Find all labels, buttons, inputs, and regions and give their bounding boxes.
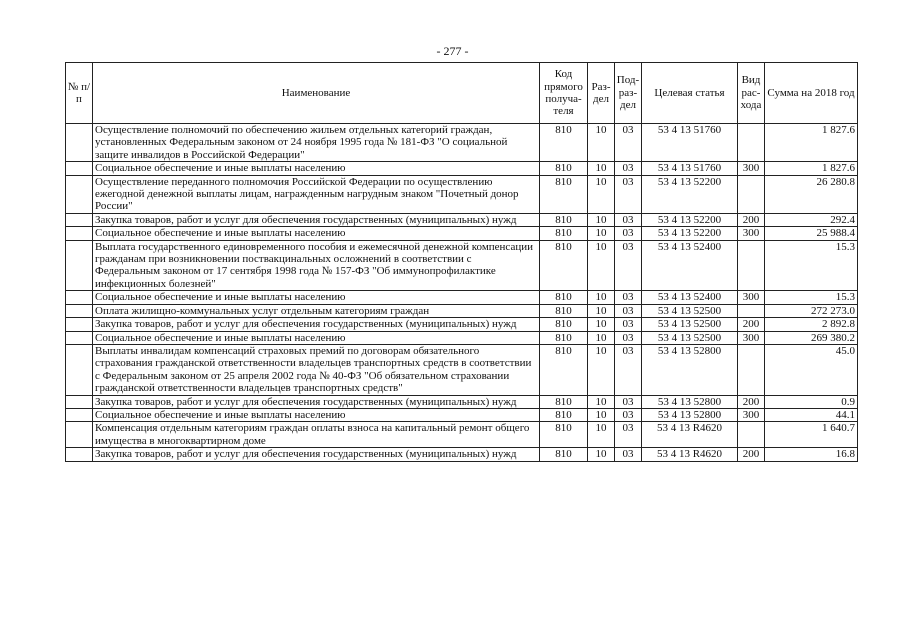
cell-name: Выплаты инвалидам компенсаций страховых премий по договорам обязательного страхования гражданской ответственности владельцев транспортных средств в соответствии с Федеральным законом от 25 апреля 2002 года № 40-ФЗ "Об обязательном страховании гражданской ответственности владельцев транспортных средств" bbox=[93, 344, 540, 395]
cell-num bbox=[66, 175, 93, 213]
cell-name: Выплата государственного единовременного пособия и ежемесячной денежной компенсации гражданам при возникновении поствакцинальных осложнений в соответствии с Федеральным законом от 17 сентября 1998 года № 157-ФЗ "Об иммунопрофилактике инфекционных болезней" bbox=[93, 240, 540, 291]
cell-name: Компенсация отдельным категориям граждан оплаты взноса на капитальный ремонт общего имущества в многоквартирном доме bbox=[93, 422, 540, 448]
cell-name: Закупка товаров, работ и услуг для обеспечения государственных (муниципальных) нужд bbox=[93, 213, 540, 226]
cell-name: Осуществление полномочий по обеспечению жильем отдельных категорий граждан, установленных Федеральным законом от 24 ноября 1995 года № 181-ФЗ "О социальной защите инвалидов в Российской Федерации" bbox=[93, 124, 540, 162]
cell-subsection: 03 bbox=[615, 227, 642, 240]
cell-sum: 1 827.6 bbox=[765, 162, 858, 175]
cell-expense bbox=[738, 124, 765, 162]
cell-num bbox=[66, 448, 93, 461]
cell-expense: 300 bbox=[738, 227, 765, 240]
cell-subsection: 03 bbox=[615, 291, 642, 304]
cell-sum: 15.3 bbox=[765, 291, 858, 304]
table-row bbox=[66, 331, 858, 344]
cell-target: 53 4 13 52800 bbox=[642, 395, 738, 408]
cell-sum: 292.4 bbox=[765, 213, 858, 226]
cell-sum: 16.8 bbox=[765, 448, 858, 461]
cell-sum: 45.0 bbox=[765, 344, 858, 395]
cell-section: 10 bbox=[588, 124, 615, 162]
cell-name: Закупка товаров, работ и услуг для обеспечения государственных (муниципальных) нужд bbox=[93, 318, 540, 331]
table-row bbox=[66, 124, 858, 162]
cell-target: 53 4 13 51760 bbox=[642, 162, 738, 175]
cell-sum: 26 280.8 bbox=[765, 175, 858, 213]
cell-section: 10 bbox=[588, 240, 615, 291]
table-row bbox=[66, 408, 858, 421]
cell-code: 810 bbox=[540, 331, 588, 344]
cell-section: 10 bbox=[588, 318, 615, 331]
cell-target: 53 4 13 52200 bbox=[642, 227, 738, 240]
table-body bbox=[66, 124, 858, 462]
header-sum: Сумма на 2018 год bbox=[765, 63, 858, 124]
cell-num bbox=[66, 318, 93, 331]
cell-sum: 25 988.4 bbox=[765, 227, 858, 240]
cell-subsection: 03 bbox=[615, 331, 642, 344]
cell-subsection: 03 bbox=[615, 213, 642, 226]
cell-subsection: 03 bbox=[615, 408, 642, 421]
cell-subsection: 03 bbox=[615, 304, 642, 317]
cell-target: 53 4 13 51760 bbox=[642, 124, 738, 162]
cell-section: 10 bbox=[588, 408, 615, 421]
cell-expense: 200 bbox=[738, 448, 765, 461]
cell-code: 810 bbox=[540, 227, 588, 240]
header-section: Раз-дел bbox=[588, 63, 615, 124]
cell-sum: 269 380.2 bbox=[765, 331, 858, 344]
table-row bbox=[66, 213, 858, 226]
table-row bbox=[66, 240, 858, 291]
cell-target: 53 4 13 52400 bbox=[642, 240, 738, 291]
cell-target: 53 4 13 52500 bbox=[642, 304, 738, 317]
cell-sum: 272 273.0 bbox=[765, 304, 858, 317]
cell-num bbox=[66, 124, 93, 162]
table-row bbox=[66, 318, 858, 331]
header-expense: Вид рас-хода bbox=[738, 63, 765, 124]
cell-expense bbox=[738, 422, 765, 448]
cell-target: 53 4 13 52500 bbox=[642, 318, 738, 331]
cell-code: 810 bbox=[540, 448, 588, 461]
cell-code: 810 bbox=[540, 395, 588, 408]
cell-num bbox=[66, 162, 93, 175]
cell-sum: 2 892.8 bbox=[765, 318, 858, 331]
cell-expense: 300 bbox=[738, 408, 765, 421]
cell-target: 53 4 13 52400 bbox=[642, 291, 738, 304]
cell-subsection: 03 bbox=[615, 422, 642, 448]
cell-name: Социальное обеспечение и иные выплаты населению bbox=[93, 162, 540, 175]
cell-num bbox=[66, 291, 93, 304]
cell-section: 10 bbox=[588, 175, 615, 213]
cell-sum: 15.3 bbox=[765, 240, 858, 291]
table-row bbox=[66, 395, 858, 408]
cell-expense: 200 bbox=[738, 395, 765, 408]
cell-subsection: 03 bbox=[615, 175, 642, 213]
cell-expense: 300 bbox=[738, 291, 765, 304]
table-row bbox=[66, 422, 858, 448]
header-subsection: Под-раз-дел bbox=[615, 63, 642, 124]
cell-code: 810 bbox=[540, 344, 588, 395]
cell-subsection: 03 bbox=[615, 162, 642, 175]
cell-name: Социальное обеспечение и иные выплаты населению bbox=[93, 331, 540, 344]
cell-num bbox=[66, 395, 93, 408]
cell-target: 53 4 13 52800 bbox=[642, 344, 738, 395]
cell-sum: 1 640.7 bbox=[765, 422, 858, 448]
budget-table bbox=[65, 62, 858, 462]
table-row bbox=[66, 175, 858, 213]
cell-code: 810 bbox=[540, 291, 588, 304]
cell-expense: 200 bbox=[738, 213, 765, 226]
cell-subsection: 03 bbox=[615, 124, 642, 162]
cell-section: 10 bbox=[588, 213, 615, 226]
cell-code: 810 bbox=[540, 318, 588, 331]
table-row bbox=[66, 344, 858, 395]
cell-code: 810 bbox=[540, 422, 588, 448]
header-target: Целевая статья bbox=[642, 63, 738, 124]
cell-target: 53 4 13 52500 bbox=[642, 331, 738, 344]
cell-section: 10 bbox=[588, 395, 615, 408]
cell-num bbox=[66, 304, 93, 317]
table-row bbox=[66, 304, 858, 317]
cell-target: 53 4 13 R4620 bbox=[642, 422, 738, 448]
cell-name: Закупка товаров, работ и услуг для обеспечения государственных (муниципальных) нужд bbox=[93, 395, 540, 408]
cell-subsection: 03 bbox=[615, 318, 642, 331]
cell-name: Оплата жилищно-коммунальных услуг отдельным категориям граждан bbox=[93, 304, 540, 317]
cell-section: 10 bbox=[588, 331, 615, 344]
cell-code: 810 bbox=[540, 240, 588, 291]
cell-name: Закупка товаров, работ и услуг для обеспечения государственных (муниципальных) нужд bbox=[93, 448, 540, 461]
header-name: Наименование bbox=[93, 63, 540, 124]
cell-subsection: 03 bbox=[615, 448, 642, 461]
cell-sum: 1 827.6 bbox=[765, 124, 858, 162]
cell-code: 810 bbox=[540, 304, 588, 317]
cell-code: 810 bbox=[540, 408, 588, 421]
table-row bbox=[66, 227, 858, 240]
cell-subsection: 03 bbox=[615, 240, 642, 291]
cell-section: 10 bbox=[588, 162, 615, 175]
cell-expense: 200 bbox=[738, 318, 765, 331]
cell-code: 810 bbox=[540, 175, 588, 213]
cell-code: 810 bbox=[540, 162, 588, 175]
cell-sum: 0.9 bbox=[765, 395, 858, 408]
cell-expense bbox=[738, 304, 765, 317]
cell-section: 10 bbox=[588, 422, 615, 448]
cell-expense: 300 bbox=[738, 331, 765, 344]
cell-target: 53 4 13 52200 bbox=[642, 213, 738, 226]
cell-section: 10 bbox=[588, 344, 615, 395]
cell-target: 53 4 13 R4620 bbox=[642, 448, 738, 461]
cell-num bbox=[66, 344, 93, 395]
cell-num bbox=[66, 240, 93, 291]
cell-target: 53 4 13 52800 bbox=[642, 408, 738, 421]
cell-target: 53 4 13 52200 bbox=[642, 175, 738, 213]
cell-section: 10 bbox=[588, 291, 615, 304]
cell-expense bbox=[738, 344, 765, 395]
table-row bbox=[66, 162, 858, 175]
cell-num bbox=[66, 408, 93, 421]
page-number: - 277 - bbox=[436, 44, 469, 58]
cell-sum: 44.1 bbox=[765, 408, 858, 421]
cell-section: 10 bbox=[588, 227, 615, 240]
table-header-row bbox=[66, 63, 858, 124]
header-code: Код прямого получа-теля bbox=[540, 63, 588, 124]
cell-num bbox=[66, 213, 93, 226]
cell-section: 10 bbox=[588, 304, 615, 317]
cell-num bbox=[66, 422, 93, 448]
cell-expense bbox=[738, 240, 765, 291]
cell-name: Осуществление переданного полномочия Российской Федерации по осуществлению ежегодной денежной выплаты лицам, награжденным нагрудным знаком "Почетный донор России" bbox=[93, 175, 540, 213]
cell-subsection: 03 bbox=[615, 395, 642, 408]
table-row bbox=[66, 448, 858, 461]
cell-subsection: 03 bbox=[615, 344, 642, 395]
cell-expense: 300 bbox=[738, 162, 765, 175]
cell-code: 810 bbox=[540, 213, 588, 226]
cell-name: Социальное обеспечение и иные выплаты населению bbox=[93, 227, 540, 240]
cell-name: Социальное обеспечение и иные выплаты населению bbox=[93, 408, 540, 421]
cell-section: 10 bbox=[588, 448, 615, 461]
cell-num bbox=[66, 227, 93, 240]
cell-expense bbox=[738, 175, 765, 213]
cell-name: Социальное обеспечение и иные выплаты населению bbox=[93, 291, 540, 304]
cell-code: 810 bbox=[540, 124, 588, 162]
header-num: № п/п bbox=[66, 63, 93, 124]
table-row bbox=[66, 291, 858, 304]
cell-num bbox=[66, 331, 93, 344]
